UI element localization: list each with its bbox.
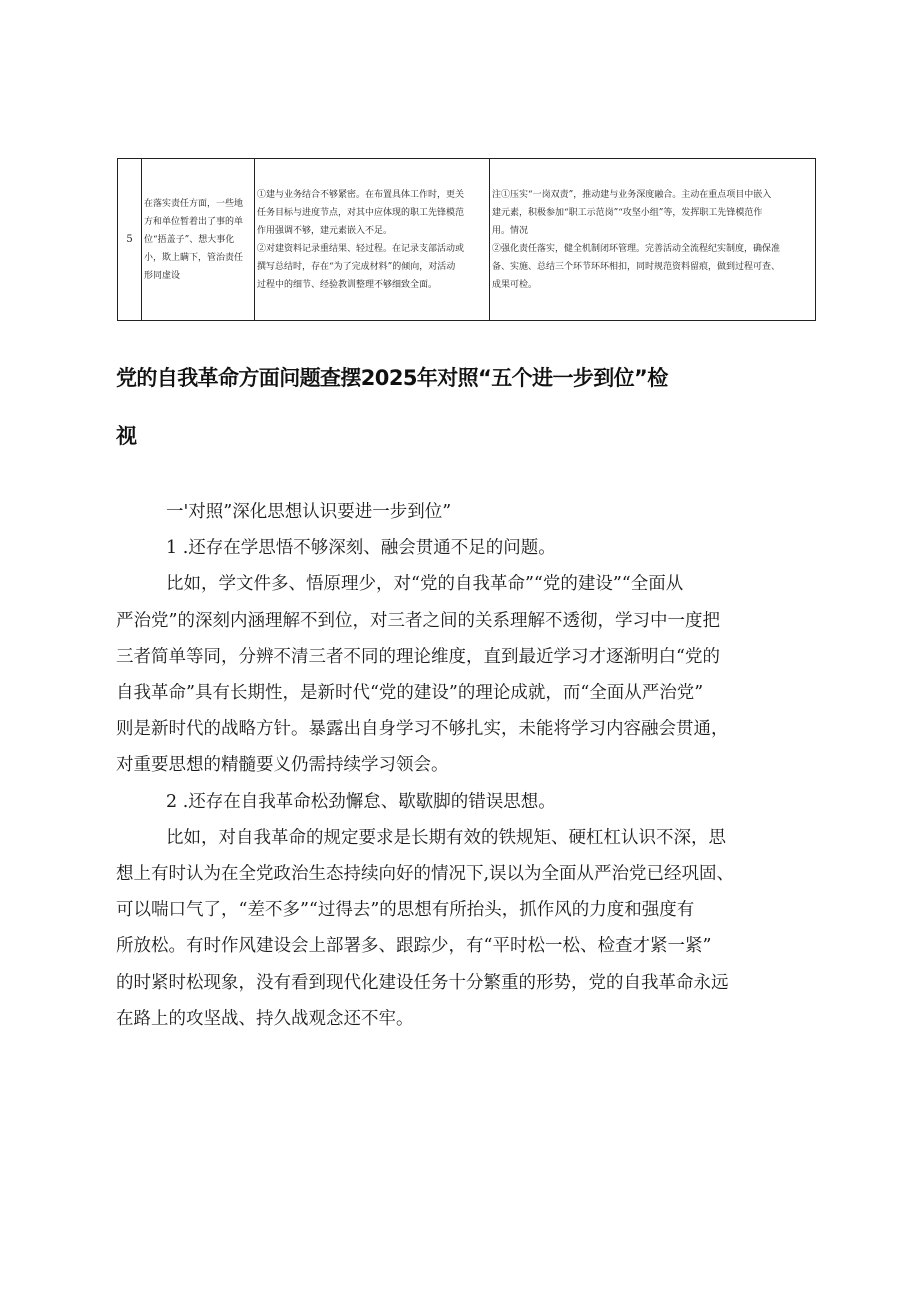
measures-table — [117, 158, 816, 321]
row-number-cell: 5 — [118, 159, 142, 321]
paragraph-line: 自我革命”具有长期性，是新时代“党的建设”的理论成就，而“全面从严治党” — [116, 683, 704, 704]
problem-line: 方和单位暂着出了事的单 — [144, 216, 244, 227]
measure-line: 建元素，积极参加“职工示范岗”“攻坚小组”等，发挥职工先锋模范作 — [492, 207, 763, 218]
paragraph-line: 对重要思想的精髓要义仍需持续学习领会。 — [116, 755, 449, 776]
problem-line: 位“捂盖子”、想大事化 — [144, 234, 235, 245]
analysis-line: 任务目标与进度节点，对其中应体现的职工先锋模范 — [257, 207, 465, 218]
paragraph-line: 三者简单等同，分辨不清三者不同的理论维度，直到最近学习才逐渐明白“党的 — [116, 646, 720, 667]
measure-line: 成果可检。 — [492, 279, 538, 290]
paragraph-line: 在路上的攻坚战、持久战观念还不牢。 — [116, 1008, 414, 1029]
paragraph-line: 所放松。有时作风建设会上部署多、跟踪少，有“平时松一松、检查才紧一紧” — [116, 936, 712, 957]
analysis-line: 撰写总结时，存在“为了完成材料”的倾向，对活动 — [257, 261, 456, 272]
measure-line: ②强化责任落实，健全机制闭环管理。完善活动全流程纪实制度，确保准 — [492, 243, 781, 254]
title-line: 党的自我革命方面问题查摆2025年对照“五个进一步到位”检 — [116, 366, 668, 390]
measure-line: 备、实施、总结三个环节环环相扣，同时规范资料留痕，做到过程可查、 — [492, 261, 781, 272]
paragraph-line: 可以喘口气了，“差不多”“过得去”的思想有所抬头，抓作风的力度和强度有 — [116, 900, 695, 921]
paragraph-line: 想上有时认为在全党政治生态持续向好的情况下,误以为全面从严治党已经巩固、 — [116, 864, 735, 885]
analysis-line: ②对建资料记录重结果、轻过程。在记录支部活动或 — [257, 243, 465, 254]
measure-line: 注①压实“一岗双责”，推动建与业务深度融合。主动在重点项目中嵌入 — [492, 189, 772, 200]
analysis-line: ①建与业务结合不够紧密。在布置具体工作时，更关 — [257, 189, 465, 200]
problem-cell — [142, 159, 255, 321]
item-2-paragraph — [116, 820, 806, 1037]
analysis-cell — [255, 159, 490, 321]
analysis-line: 作用强调不够，建元素嵌入不足。 — [257, 225, 393, 236]
table-row — [118, 159, 816, 321]
analysis-line: 过程中的细节、经验教训整理不够细致全面。 — [257, 279, 438, 290]
paragraph-line: 的时紧时松现象，没有看到现代化建设任务十分繁重的形势，党的自我革命永远 — [116, 972, 729, 993]
paragraph-line: 比如，学文件多、悟原理少，对“党的自我革命”“党的建设”“全面从 — [166, 574, 684, 595]
measure-cell — [490, 159, 816, 321]
section-heading: 一'对照”深化思想认识要进一步到位” — [166, 502, 452, 522]
problem-line: 在落实责任方面，一些地 — [144, 198, 244, 209]
item-2-heading: 2 .还存在自我革命松劲懈怠、歇歇脚的错误思想。 — [166, 791, 556, 812]
problem-line: 形同虚设 — [144, 270, 181, 281]
problem-line: 小，欺上瞒下，管治责任 — [144, 252, 244, 263]
item-1-paragraph — [116, 566, 806, 783]
paragraph-line: 则是新时代的战略方针。暴露出自身学习不够扎实，未能将学习内容融会贯通， — [116, 719, 729, 740]
item-1-heading: 1 .还存在学思悟不够深刻、融会贯通不足的问题。 — [166, 538, 556, 559]
document-title — [116, 349, 776, 465]
paragraph-line: 严治党”的深刻内涵理解不到位，对三者之间的关系理解不透彻，学习中一度把 — [116, 610, 720, 631]
measure-line: 用。情况 — [492, 225, 529, 236]
paragraph-line: 比如，对自我革命的规定要求是长期有效的铁规矩、硬杠杠认识不深，思 — [166, 827, 726, 848]
document-body — [116, 494, 806, 1037]
title-line: 视 — [116, 424, 137, 448]
